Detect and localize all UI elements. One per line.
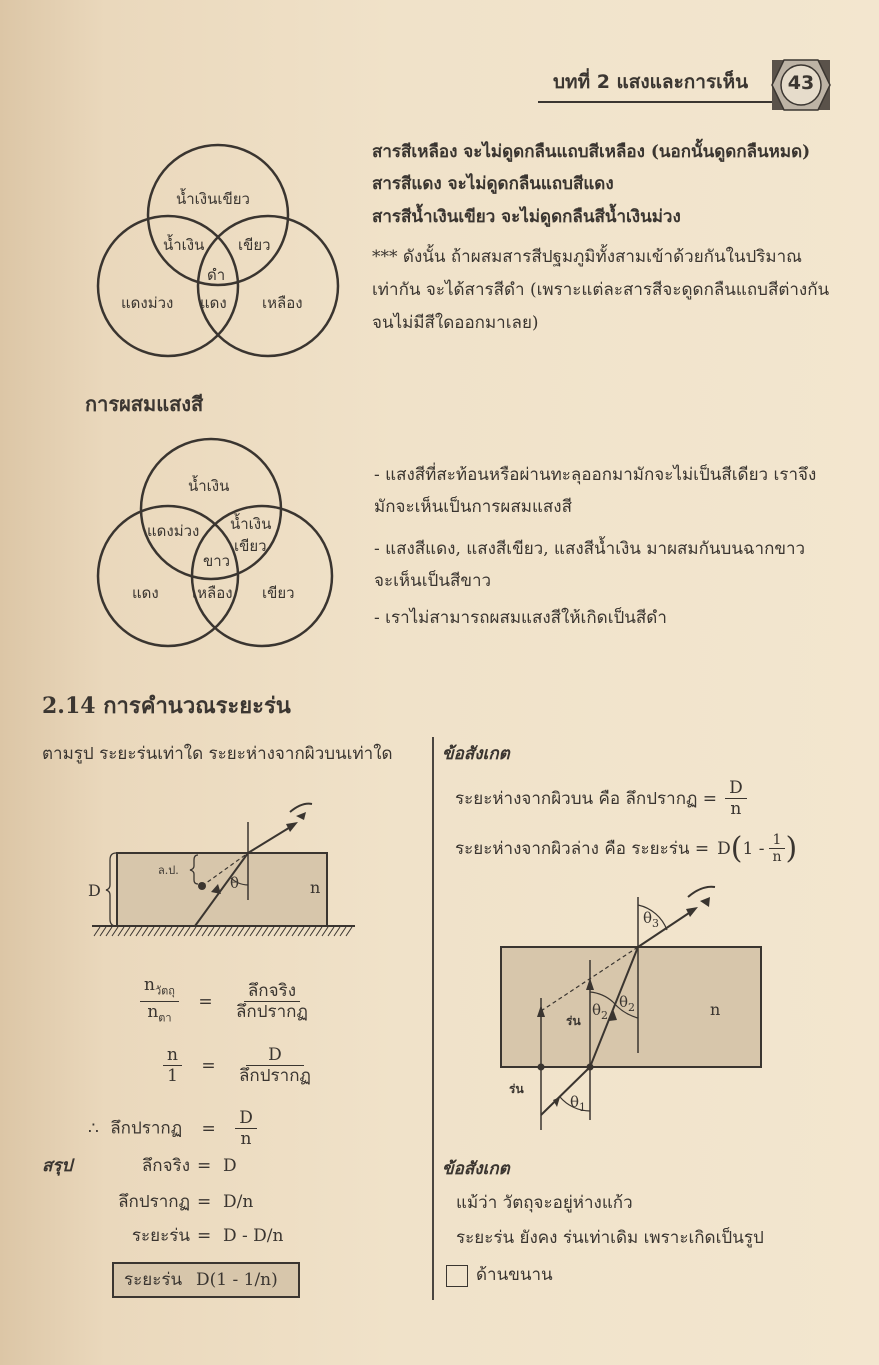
observation-line-2: ระยะห่างจากผิวล่าง คือ ระยะร่น = D ( 1 - $\frac{1}{n}$ ) [455,830,798,866]
observation-line-2-text: ระยะห่างจากผิวล่าง คือ ระยะร่น = [455,838,710,859]
eq3-rhs-den: n [240,1129,252,1149]
pigment-note-line: จนไม่มีสีใดออกมาเลย) [372,313,539,333]
light-bullet: - แสงสีแดง, แสงสีเขียว, แสงสีน้ำเงิน มาผสมกันบนฉากขาว [374,539,806,559]
shift-label: ร่น [509,1082,524,1096]
index-label: n [310,878,321,897]
pigment-line: สารสีน้ำเงินเขียว จะไม่ดูดกลืนสีน้ำเงินม่วง [372,207,681,227]
apparent-depth-label: ล.ป. [158,864,179,877]
eq1-lhs-den-sub: ตา [158,1011,172,1025]
eq1-lhs-den: n [147,1002,159,1023]
observation-line-1-den: n [730,799,742,819]
observation-line-2-prefix: D [717,838,731,859]
venn-label-top: น้ำเงินเขียว [176,190,250,208]
observation-line-2-num: 1 [769,832,786,849]
section-heading-2-14: 2.14 การคำนวณระยะร่น [42,693,291,719]
pigment-note-line: *** ดังนั้น ถ้าผสมสารสีปฐมภูมิทั้งสามเข้าด้วยกันในปริมาณ [372,247,802,267]
square-box-icon [446,1265,468,1287]
eq2-lhs-num: n [163,1045,182,1066]
section-question: ตามรูป ระยะร่นเท่าใด ระยะห่างจากผิวบนเท่าใด [42,744,393,764]
observation-2-line: แม้ว่า วัตถุจะอยู่ห่างแก้ว [456,1193,633,1213]
equation-2 [163,1045,315,1086]
observation-line-2-inner: 1 - [742,838,765,859]
observation-heading: ข้อสังเกต [442,1159,510,1179]
observation-line-2-den: n [772,849,782,865]
light-venn-diagram [90,430,350,655]
column-divider [432,737,434,1300]
equals-sign: = [198,991,213,1012]
shift-label: ร่น [566,1014,581,1028]
light-venn-label-bottom: เหลือง [192,584,233,602]
light-bullet: มักจะเห็นเป็นการผสมแสงสี [374,497,572,517]
eq2-rhs-num: D [246,1045,304,1066]
summary-equals: = [197,1226,212,1246]
pigment-note-line: เท่ากัน จะได้สารสีดำ (เพราะแต่ละสารสีจะดูดกลืนแถบสีต่างกัน [372,280,830,300]
result-lhs: ระยะร่น [124,1270,183,1290]
light-venn-label-top-right: น้ำเงิน [230,515,272,533]
header-rule [538,101,778,103]
eq1-rhs-den: ลึกปรากฏ [236,1002,308,1023]
eq3-rhs-num: D [235,1108,257,1129]
summary-row-rhs: D - D/n [223,1226,284,1246]
light-venn-label-top-left: แดงม่วง [147,522,200,540]
chapter-title: บทที่ 2 แสงและการเห็น [553,71,749,93]
venn-label-left: แดงม่วง [121,294,174,312]
page-number: 43 [787,72,815,94]
observation-line-1 [455,778,747,819]
observation-2-line: ด้านขนาน [476,1265,553,1285]
light-bullet: - เราไม่สามารถผสมแสงสีให้เกิดเป็นสีดำ [374,608,667,628]
summary-row-lhs: ลึกจริง [141,1156,190,1176]
theta2-label: $\theta_2$ [592,1001,609,1022]
observation-line-1-num: D [725,778,747,799]
venn-label-right: เหลือง [262,294,303,312]
summary-equals: = [197,1156,212,1176]
equation-1 [140,975,312,1029]
section-heading-light-mixing: การผสมแสงสี [85,392,204,416]
theta3-label: $\theta_3$ [643,909,660,930]
venn-label-bottom: แดง [200,294,227,312]
observation-2-line: ระยะร่น ยังคง ร่นเท่าเดิม เพราะเกิดเป็นรูป [456,1228,764,1248]
observation-line-1-text: ระยะห่างจากผิวบน คือ ลึกปรากฏ = [455,788,718,809]
venn-label-center: ดำ [207,266,226,284]
summary-row-lhs: ลึกปรากฏ [118,1192,190,1212]
eq1-lhs-num-sub: วัตถุ [154,984,175,998]
apparent-depth-diagram [80,790,370,950]
light-venn-label-center: ขาว [203,552,231,570]
index-label: n [710,1000,721,1019]
light-venn-label-left: แดง [132,584,159,602]
equals-sign: = [201,1118,216,1139]
venn-label-top-right: เขียว [238,236,271,254]
eq1-rhs-num: ลึกจริง [244,981,300,1002]
observation-heading: ข้อสังเกต [442,744,510,764]
eq2-rhs-den: ลึกปรากฏ [239,1066,311,1086]
summary-row-rhs: D/n [223,1192,254,1212]
light-bullet: จะเห็นเป็นสีขาว [374,571,492,591]
theta1-label: $\theta_1$ [570,1093,587,1114]
depth-label: D [88,881,101,900]
equals-sign: = [201,1055,216,1076]
pigment-venn-diagram [90,140,350,360]
therefore-symbol: ∴ [88,1118,99,1139]
pigment-line: สารสีแดง จะไม่ดูดกลืนแถบสีแดง [372,174,614,194]
summary-row-rhs: D [223,1156,237,1176]
pigment-line: สารสีเหลือง จะไม่ดูดกลืนแถบสีเหลือง (นอกนั้นดูดกลืนหมด) [372,142,811,162]
eq3-lhs: ลึกปรากฏ [110,1118,183,1139]
light-bullet: - แสงสีที่สะท้อนหรือผ่านทะลุออกมามักจะไม่เป็นสีเดียว เราจึง [374,465,817,485]
venn-label-top-left: น้ำเงิน [163,236,205,254]
summary-row-lhs: ระยะร่น [131,1226,190,1246]
light-venn-label-right: เขียว [262,584,295,602]
angle-label: θ [230,874,240,892]
lateral-shift-diagram [495,875,775,1135]
light-venn-label-top: น้ำเงิน [188,477,230,495]
theta2-label: $\theta_2$ [619,993,636,1014]
summary-label: สรุป [42,1156,73,1176]
result-rhs: D(1 - 1/n) [196,1270,278,1290]
eq1-lhs-num: n [144,975,155,995]
light-venn-label-top-right: เขียว [234,537,267,555]
summary-equals: = [197,1192,212,1212]
equation-3 [88,1108,257,1149]
eq2-lhs-den: 1 [167,1066,178,1086]
